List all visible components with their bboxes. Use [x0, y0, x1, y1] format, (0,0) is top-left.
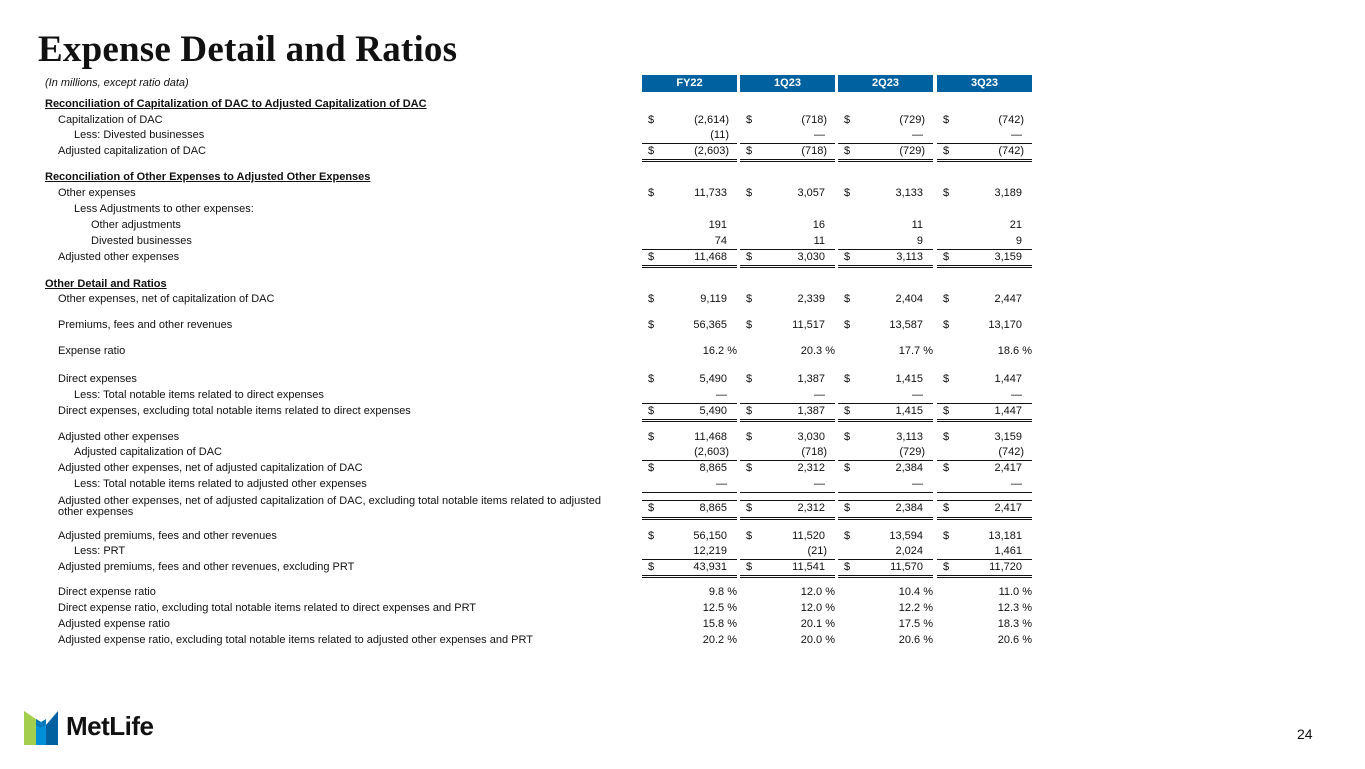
double-underline-rule	[838, 265, 933, 268]
table-row	[0, 128, 1365, 142]
underline-rule	[937, 492, 1032, 493]
cell-value: 21	[1009, 219, 1022, 231]
dollar-sign: $	[943, 114, 950, 126]
section-heading-row	[0, 97, 1365, 111]
row-label: Divested businesses	[91, 235, 192, 247]
table-row	[0, 113, 1365, 127]
table-row	[0, 202, 1365, 216]
double-underline-rule	[838, 517, 933, 520]
dollar-sign: $	[648, 187, 655, 199]
dollar-sign: $	[844, 293, 851, 305]
table-row	[0, 344, 1365, 358]
dollar-sign: $	[648, 462, 655, 474]
cell-value: 3,133	[895, 187, 923, 199]
top-rule	[740, 403, 835, 404]
table-row	[0, 529, 1365, 543]
cell-value: —	[912, 389, 923, 401]
dollar-sign: $	[648, 502, 655, 514]
dollar-sign: $	[648, 145, 655, 157]
cell-value: 2,339	[797, 293, 825, 305]
cell-value: 11,541	[792, 561, 825, 573]
table-row	[0, 218, 1365, 232]
table-row	[0, 495, 1365, 518]
double-underline-rule	[838, 419, 933, 422]
row-label: Adjusted other expenses	[58, 431, 180, 443]
row-label: Adjusted premiums, fees and other revenues	[58, 530, 277, 542]
cell-value: 191	[708, 219, 727, 231]
dollar-sign: $	[746, 251, 753, 263]
cell-value: 12.3 %	[997, 602, 1032, 614]
double-underline-rule	[937, 517, 1032, 520]
table-row	[0, 318, 1365, 332]
dollar-sign: $	[943, 145, 950, 157]
table-row	[0, 585, 1365, 599]
cell-value: 11,733	[694, 187, 727, 199]
top-rule	[838, 249, 933, 250]
cell-value: 8,865	[699, 462, 727, 474]
dollar-sign: $	[943, 187, 950, 199]
dollar-sign: $	[943, 251, 950, 263]
table-row	[0, 445, 1365, 459]
top-rule	[838, 559, 933, 560]
row-label: Adjusted capitalization of DAC	[58, 145, 206, 157]
dollar-sign: $	[746, 319, 753, 331]
cell-value: 16.2 %	[702, 345, 737, 357]
units-note: (In millions, except ratio data)	[45, 77, 189, 89]
row-label-continued: other expenses	[58, 506, 134, 518]
cell-value: 18.3 %	[997, 618, 1032, 630]
cell-value: 13,587	[889, 319, 923, 331]
table-row	[0, 234, 1365, 248]
dollar-sign: $	[844, 114, 851, 126]
cell-value: 2,404	[895, 293, 923, 305]
cell-value: 1,447	[994, 405, 1022, 417]
page-title: Expense Detail and Ratios	[38, 29, 458, 70]
dollar-sign: $	[746, 373, 753, 385]
double-underline-rule	[642, 265, 737, 268]
top-rule	[642, 143, 737, 144]
dollar-sign: $	[746, 502, 753, 514]
double-underline-rule	[937, 575, 1032, 578]
table-row	[0, 250, 1365, 264]
row-label: Other expenses, net of capitalization of DAC	[58, 293, 275, 305]
dollar-sign: $	[746, 114, 753, 126]
cell-value: 12.5 %	[702, 602, 737, 614]
dollar-sign: $	[746, 530, 753, 542]
row-label: Less: PRT	[74, 545, 126, 557]
cell-value: —	[814, 389, 825, 401]
dollar-sign: $	[844, 431, 851, 443]
cell-value: 1,415	[895, 373, 923, 385]
cell-value: 11,468	[694, 251, 727, 263]
cell-value: (718)	[801, 145, 827, 157]
dollar-sign: $	[746, 293, 753, 305]
metlife-logo-text: MetLife	[66, 711, 154, 741]
cell-value: 2,384	[895, 462, 923, 474]
cell-value: 12.2 %	[898, 602, 933, 614]
top-rule	[642, 559, 737, 560]
double-underline-rule	[740, 517, 835, 520]
dollar-sign: $	[844, 405, 851, 417]
dollar-sign: $	[844, 462, 851, 474]
row-label: Adjusted other expenses	[58, 251, 180, 263]
top-rule	[642, 500, 737, 501]
cell-value: 74	[714, 235, 727, 247]
cell-value: 12,219	[693, 545, 727, 557]
double-underline-rule	[740, 575, 835, 578]
cell-value: (11)	[710, 129, 729, 141]
cell-value: 13,594	[889, 530, 923, 542]
underline-rule	[838, 492, 933, 493]
double-underline-rule	[740, 159, 835, 162]
top-rule	[937, 249, 1032, 250]
cell-value: 56,365	[693, 319, 727, 331]
dollar-sign: $	[746, 187, 753, 199]
cell-value: (742)	[998, 446, 1024, 458]
cell-value: 11,520	[792, 530, 825, 542]
double-underline-rule	[642, 419, 737, 422]
cell-value: 20.6 %	[997, 634, 1032, 646]
cell-value: 9	[1015, 235, 1022, 247]
section-heading-row	[0, 277, 1365, 291]
cell-value: 3,159	[994, 431, 1022, 443]
cell-value: 3,113	[896, 251, 923, 263]
cell-value: 13,170	[988, 319, 1022, 331]
dollar-sign: $	[648, 114, 655, 126]
cell-value: 11,720	[989, 561, 1022, 573]
dollar-sign: $	[943, 373, 950, 385]
cell-value: 13,181	[988, 530, 1022, 542]
row-label: Capitalization of DAC	[58, 114, 163, 126]
cell-value: —	[814, 129, 825, 141]
top-rule	[937, 143, 1032, 144]
cell-value: (718)	[801, 446, 827, 458]
cell-value: (742)	[998, 114, 1024, 126]
top-rule	[937, 500, 1032, 501]
dollar-sign: $	[844, 373, 851, 385]
cell-value: 10.4 %	[898, 586, 933, 598]
top-rule	[838, 143, 933, 144]
row-label: Expense ratio	[58, 345, 126, 357]
cell-value: 2,384	[895, 502, 923, 514]
table-row	[0, 388, 1365, 402]
cell-value: 15.8 %	[702, 618, 737, 630]
top-rule	[740, 143, 835, 144]
table-row	[0, 617, 1365, 631]
table-row	[0, 372, 1365, 386]
double-underline-rule	[838, 575, 933, 578]
cell-value: (729)	[899, 114, 925, 126]
top-rule	[740, 559, 835, 560]
dollar-sign: $	[844, 319, 851, 331]
cell-value: 17.7 %	[898, 345, 933, 357]
dollar-sign: $	[844, 145, 851, 157]
section-heading: Reconciliation of Other Expenses to Adjusted Other Expenses	[45, 171, 371, 183]
dollar-sign: $	[844, 502, 851, 514]
dollar-sign: $	[844, 251, 851, 263]
dollar-sign: $	[648, 530, 655, 542]
cell-value: (21)	[807, 545, 827, 557]
cell-value: (2,603)	[694, 446, 729, 458]
cell-value: —	[912, 478, 923, 490]
row-label: Less: Total notable items related to direct expenses	[74, 389, 324, 401]
cell-value: —	[716, 389, 727, 401]
cell-value: 9.8 %	[708, 586, 737, 598]
cell-value: —	[716, 478, 727, 490]
page-number: 24	[1297, 726, 1313, 742]
cell-value: 12.0 %	[800, 602, 835, 614]
row-label: Direct expense ratio	[58, 586, 156, 598]
cell-value: 2,312	[797, 502, 825, 514]
row-label: Adjusted capitalization of DAC	[74, 446, 222, 458]
dollar-sign: $	[943, 462, 950, 474]
cell-value: 9,119	[700, 293, 727, 305]
section-heading: Reconciliation of Capitalization of DAC to Adjusted Capitalization of DAC	[45, 98, 427, 110]
dollar-sign: $	[648, 251, 655, 263]
cell-value: 2,417	[994, 462, 1022, 474]
cell-value: 2,447	[994, 293, 1022, 305]
cell-value: 3,030	[797, 431, 825, 443]
underline-rule	[642, 492, 737, 493]
section-heading-row	[0, 170, 1365, 184]
table-row	[0, 544, 1365, 558]
column-header-3q23: 3Q23	[937, 75, 1032, 92]
dollar-sign: $	[648, 431, 655, 443]
cell-value: (2,603)	[694, 145, 729, 157]
cell-value: —	[1011, 129, 1022, 141]
cell-value: 11,468	[694, 431, 727, 443]
cell-value: 3,113	[896, 431, 923, 443]
double-underline-rule	[642, 517, 737, 520]
cell-value: (742)	[998, 145, 1024, 157]
table-row	[0, 404, 1365, 418]
table-row	[0, 633, 1365, 647]
dollar-sign: $	[746, 431, 753, 443]
cell-value: 3,030	[797, 251, 825, 263]
dollar-sign: $	[648, 405, 655, 417]
dollar-sign: $	[943, 530, 950, 542]
table-row	[0, 560, 1365, 574]
top-rule	[740, 249, 835, 250]
row-label: Other adjustments	[91, 219, 181, 231]
cell-value: 20.1 %	[800, 618, 835, 630]
table-row	[0, 430, 1365, 444]
top-rule	[740, 500, 835, 501]
cell-value: 2,024	[895, 545, 923, 557]
dollar-sign: $	[943, 561, 950, 573]
cell-value: 11	[911, 219, 923, 231]
cell-value: 16	[812, 219, 825, 231]
cell-value: 1,415	[895, 405, 923, 417]
cell-value: —	[814, 478, 825, 490]
cell-value: 2,312	[797, 462, 825, 474]
dollar-sign: $	[648, 293, 655, 305]
row-label: Less: Divested businesses	[74, 129, 205, 141]
row-label: Adjusted expense ratio	[58, 618, 170, 630]
top-rule	[937, 559, 1032, 560]
dollar-sign: $	[943, 319, 950, 331]
cell-value: 11	[813, 235, 825, 247]
double-underline-rule	[838, 159, 933, 162]
row-label: Adjusted premiums, fees and other revenues, excluding PRT	[58, 561, 355, 573]
row-label: Adjusted other expenses, net of adjusted capitalization of DAC	[58, 462, 363, 474]
column-header-1q23: 1Q23	[740, 75, 835, 92]
dollar-sign: $	[844, 187, 851, 199]
metlife-logo-icon	[24, 711, 58, 745]
dollar-sign: $	[746, 405, 753, 417]
double-underline-rule	[642, 575, 737, 578]
double-underline-rule	[937, 159, 1032, 162]
cell-value: 11,570	[890, 561, 923, 573]
row-label: Adjusted expense ratio, excluding total notable items related to adjusted other expenses and PRT	[58, 634, 533, 646]
row-label: Direct expenses	[58, 373, 137, 385]
underline-rule	[740, 492, 835, 493]
top-rule	[642, 249, 737, 250]
dollar-sign: $	[648, 373, 655, 385]
cell-value: 1,387	[797, 405, 825, 417]
double-underline-rule	[937, 265, 1032, 268]
cell-value: 56,150	[693, 530, 727, 542]
cell-value: 20.0 %	[800, 634, 835, 646]
dollar-sign: $	[746, 145, 753, 157]
row-label: Less Adjustments to other expenses:	[74, 203, 254, 215]
cell-value: 3,189	[994, 187, 1022, 199]
row-label: Premiums, fees and other revenues	[58, 319, 233, 331]
dollar-sign: $	[746, 561, 753, 573]
cell-value: 11,517	[792, 319, 825, 331]
dollar-sign: $	[844, 530, 851, 542]
column-header-2q23: 2Q23	[838, 75, 933, 92]
cell-value: 20.6 %	[898, 634, 933, 646]
row-label: Adjusted other expenses, net of adjusted capitalization of DAC, excluding total notable items related to adjusted	[58, 495, 602, 507]
cell-value: 1,387	[797, 373, 825, 385]
cell-value: —	[1011, 389, 1022, 401]
cell-value: 3,057	[797, 187, 825, 199]
cell-value: —	[1011, 478, 1022, 490]
dollar-sign: $	[844, 561, 851, 573]
dollar-sign: $	[648, 319, 655, 331]
cell-value: 5,490	[699, 405, 727, 417]
cell-value: 11.0 %	[998, 586, 1032, 598]
dollar-sign: $	[746, 462, 753, 474]
cell-value: 43,931	[693, 561, 727, 573]
double-underline-rule	[740, 265, 835, 268]
table-row	[0, 601, 1365, 615]
top-rule	[838, 403, 933, 404]
row-label: Less: Total notable items related to adjusted other expenses	[74, 478, 367, 490]
cell-value: (729)	[899, 446, 925, 458]
row-label: Direct expense ratio, excluding total notable items related to direct expenses and PRT	[58, 602, 477, 614]
dollar-sign: $	[943, 431, 950, 443]
cell-value: 3,159	[994, 251, 1022, 263]
table-row	[0, 292, 1365, 306]
cell-value: (718)	[801, 114, 827, 126]
section-heading: Other Detail and Ratios	[45, 278, 167, 290]
cell-value: 20.3 %	[800, 345, 835, 357]
top-rule	[937, 403, 1032, 404]
cell-value: (2,614)	[694, 114, 729, 126]
table-row	[0, 461, 1365, 475]
row-label: Other expenses	[58, 187, 136, 199]
cell-value: 18.6 %	[997, 345, 1032, 357]
double-underline-rule	[642, 159, 737, 162]
dollar-sign: $	[648, 561, 655, 573]
cell-value: 12.0 %	[800, 586, 835, 598]
row-label: Direct expenses, excluding total notable items related to direct expenses	[58, 405, 411, 417]
cell-value: (729)	[899, 145, 925, 157]
dollar-sign: $	[943, 405, 950, 417]
table-row	[0, 144, 1365, 158]
double-underline-rule	[937, 419, 1032, 422]
cell-value: 20.2 %	[702, 634, 737, 646]
column-header-fy22: FY22	[642, 75, 737, 92]
cell-value: 17.5 %	[898, 618, 933, 630]
top-rule	[642, 403, 737, 404]
cell-value: 9	[916, 235, 923, 247]
cell-value: 8,865	[699, 502, 727, 514]
cell-value: 5,490	[699, 373, 727, 385]
cell-value: 1,447	[994, 373, 1022, 385]
dollar-sign: $	[943, 293, 950, 305]
table-row	[0, 186, 1365, 200]
cell-value: 2,417	[994, 502, 1022, 514]
table-row	[0, 477, 1365, 491]
cell-value: 1,461	[994, 545, 1022, 557]
dollar-sign: $	[943, 502, 950, 514]
double-underline-rule	[740, 419, 835, 422]
cell-value: —	[912, 129, 923, 141]
top-rule	[838, 500, 933, 501]
